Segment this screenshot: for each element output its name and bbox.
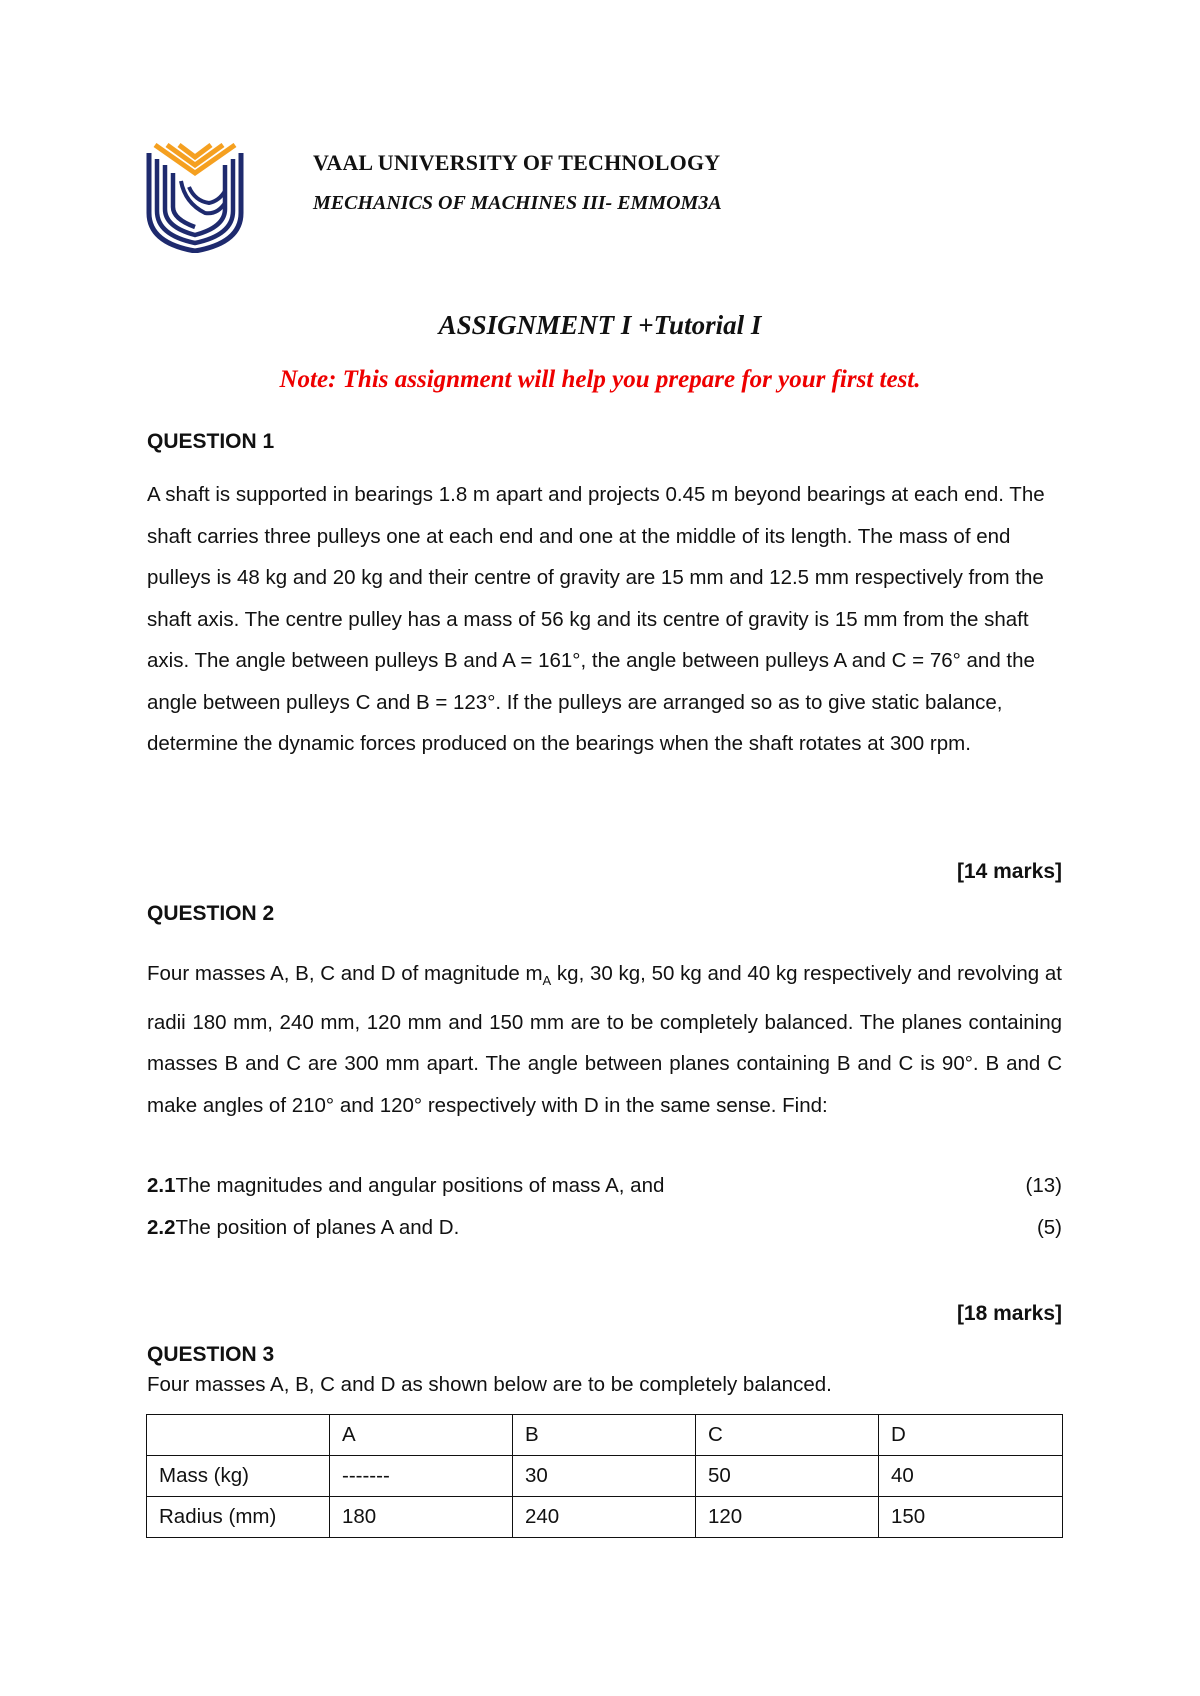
masses-table bbox=[146, 1414, 1063, 1538]
table-cell: A bbox=[330, 1415, 513, 1456]
part-2-number: 2.2 bbox=[147, 1216, 176, 1239]
university-name: VAAL UNIVERSITY OF TECHNOLOGY bbox=[313, 150, 721, 175]
document-header bbox=[313, 150, 722, 215]
table-cell: 40 bbox=[879, 1456, 1063, 1497]
part-1-text: The magnitudes and angular positions of mass A, and bbox=[175, 1174, 665, 1197]
question-1-marks: [14 marks] bbox=[956, 860, 1062, 883]
question-1-body: A shaft is supported in bearings 1.8 m apart and projects 0.45 m beyond bearings at each end. The shaft carries three pulleys one at each end and one at the middle of its length. The mass of end pulleys is 48 kg and 20 kg and their centre of gravity are 15 mm and 12.5 mm respectively from the shaft axis. The centre pulley has a mass of 56 kg and its centre of gravity is 15 mm from the shaft axis. The angle between pulleys B and A = 161°, the angle between pulleys A and C = 76° and the angle between pulleys C and B = 123°. If the pulleys are arranged so as to give static balance, determine the dynamic forces produced on the bearings when the shaft rotates at 300 rpm. bbox=[147, 483, 1045, 755]
part-2-marks: (5) bbox=[1036, 1216, 1062, 1239]
table-cell bbox=[147, 1415, 330, 1456]
question-2-body bbox=[147, 953, 1062, 1126]
question-2 bbox=[147, 902, 1062, 1126]
question-1 bbox=[147, 430, 1062, 765]
assignment-note: Note: This assignment will help you prepare for your first test. bbox=[279, 366, 921, 393]
question-2-body-end: kg, 30 kg, 50 kg and 40 kg respectively and revolving at radii 180 mm, 240 mm, 120 mm and 150 mm are to be completely balanced. The planes containing masses B and C are 300 mm apart. The angle between planes containing B and C is 90°. B and C make angles of 210° and 120° respectively with D in the same sense. Find: bbox=[147, 962, 1062, 1117]
table-cell: C bbox=[696, 1415, 879, 1456]
question-2-heading: QUESTION 2 bbox=[147, 902, 275, 925]
table-cell: B bbox=[513, 1415, 696, 1456]
question-1-heading: QUESTION 1 bbox=[147, 430, 275, 453]
question-2-marks: [18 marks] bbox=[956, 1302, 1062, 1325]
table-header-row bbox=[147, 1415, 1063, 1456]
part-1-marks: (13) bbox=[1025, 1174, 1062, 1197]
table-cell: D bbox=[879, 1415, 1063, 1456]
table-cell: 50 bbox=[696, 1456, 879, 1497]
question-3-heading: QUESTION 3 bbox=[147, 1343, 275, 1366]
table-row bbox=[147, 1456, 1063, 1497]
course-title: MECHANICS OF MACHINES III- EMMOM3A bbox=[313, 192, 722, 214]
question-3-intro: Four masses A, B, C and D as shown below are to be completely balanced. bbox=[147, 1373, 832, 1396]
table-cell: 30 bbox=[513, 1456, 696, 1497]
vut-shield-icon bbox=[145, 143, 245, 253]
question-2-body-start: Four masses A, B, C and D of magnitude m bbox=[147, 962, 543, 985]
table-cell: Mass (kg) bbox=[147, 1456, 330, 1497]
part-1-number: 2.1 bbox=[147, 1174, 176, 1197]
university-logo bbox=[145, 143, 245, 253]
question-2-part-1 bbox=[147, 1174, 1062, 1198]
table-cell: 180 bbox=[330, 1497, 513, 1538]
question-3 bbox=[147, 1343, 1062, 1397]
table-cell: 240 bbox=[513, 1497, 696, 1538]
question-2-body-subscript: A bbox=[542, 973, 552, 989]
table-cell: ------- bbox=[330, 1456, 513, 1497]
table-cell: 120 bbox=[696, 1497, 879, 1538]
question-2-part-2 bbox=[147, 1216, 1062, 1240]
part-2-text: The position of planes A and D. bbox=[175, 1216, 460, 1239]
table-cell: 150 bbox=[879, 1497, 1063, 1538]
assignment-title: ASSIGNMENT I +Tutorial I bbox=[438, 310, 762, 340]
table-row bbox=[147, 1497, 1063, 1538]
table-cell: Radius (mm) bbox=[147, 1497, 330, 1538]
